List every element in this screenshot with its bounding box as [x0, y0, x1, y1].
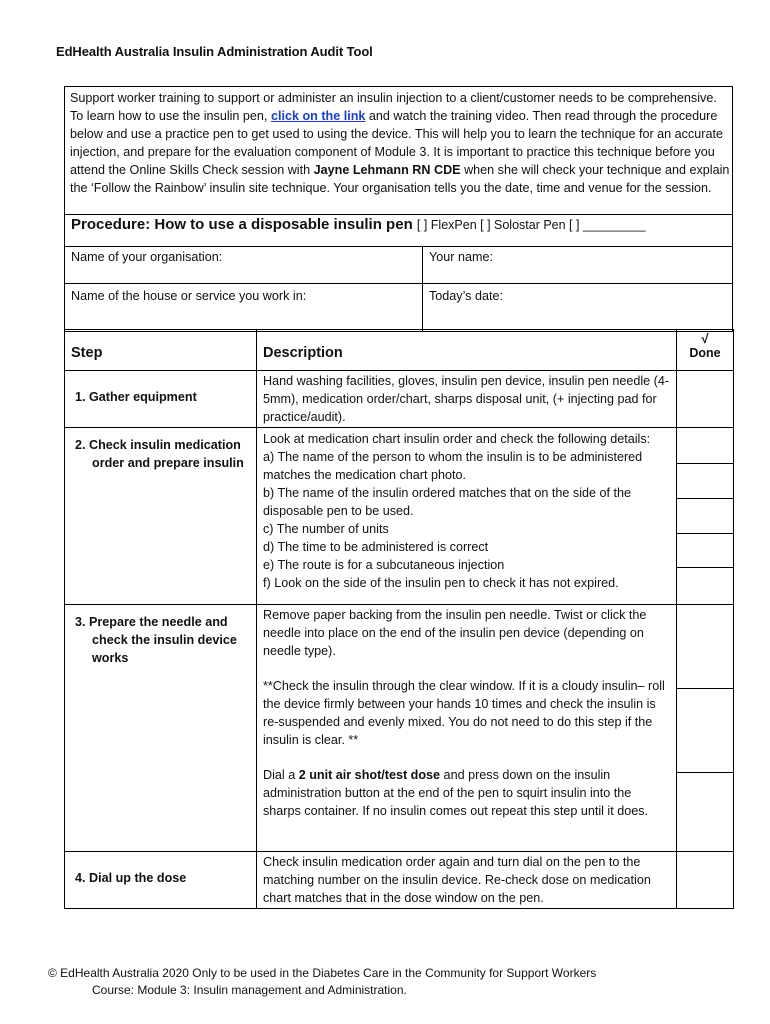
done-checkbox[interactable] — [677, 499, 733, 534]
house-label: Name of the house or service you work in: — [71, 289, 307, 303]
pen-type-options[interactable]: [ ] FlexPen [ ] Solostar Pen [ ] _________ — [416, 218, 646, 232]
done-label: Done — [689, 346, 721, 360]
step-1-done-cell[interactable] — [677, 371, 734, 428]
table-row — [65, 605, 734, 852]
organisation-label: Name of your organisation: — [71, 250, 223, 264]
your-name-label: Your name: — [429, 250, 493, 264]
intro-paragraph — [70, 89, 730, 197]
footer-line-2: Course: Module 3: Insulin management and Administration. — [92, 983, 407, 997]
step-2-name: 2. Check insulin medication order and prepare insulin — [65, 428, 257, 605]
table-row — [65, 428, 734, 605]
done-checkbox[interactable] — [677, 464, 733, 499]
done-checkbox[interactable] — [677, 428, 733, 464]
trainer-name: Jayne Lehmann RN CDE — [313, 163, 461, 177]
step-1-name: 1. Gather equipment — [65, 371, 257, 428]
details-table — [64, 246, 733, 332]
intro-text-2: and watch the training video. Then read through the procedure below and use a practice pen to get used to using the device. This will help you to learn the technique for an accurate injection, and prepare for the evaluation component of Module 3. It is important to practice this technique before you attend the Online Skills Check session with — [70, 109, 723, 177]
step-1-description: Hand washing facilities, gloves, insulin pen device, insulin pen needle (4-5mm), medication order/chart, sharps disposal unit, (+ injecting pad for practice/audit). — [257, 371, 677, 428]
step-3-done-cells — [677, 605, 734, 852]
date-field[interactable] — [423, 284, 733, 332]
intro-text-3: when she will check your technique and explain the ‘Follow the Rainbow’ insulin site technique. Your organisation tells you the date, time and venue for the session. — [70, 163, 730, 195]
table-row — [65, 852, 734, 909]
step-4-description: Check insulin medication order again and turn dial on the pen to the matching number on the insulin device. Re-check dose on medication chart matches that in the dose window on the pen. — [257, 852, 677, 909]
house-field[interactable] — [65, 284, 423, 332]
done-checkbox[interactable] — [677, 534, 733, 568]
footer-line-1: © EdHealth Australia 2020 Only to be used in the Diabetes Care in the Community for Support Workers — [48, 966, 597, 980]
done-column-header — [677, 330, 734, 371]
document-title: EdHealth Australia Insulin Administration Audit Tool — [56, 44, 373, 59]
date-label: Today’s date: — [429, 289, 503, 303]
your-name-field[interactable] — [423, 247, 733, 284]
step-column-header: Step — [65, 330, 257, 371]
step-3-description: Remove paper backing from the insulin pen needle. Twist or click the needle into place on the end of the insulin pen device (depending on needle type). **Check the insulin through the clear window. If it is a cloudy insulin– roll the device firmly between your hands 10 times and check the insulin is re-suspended and evenly mixed. You do not need to do this step if the insulin is clear. ** Dial a 2 unit air shot/test dose and press down on the insulin administration button at the end of the pen to squirt insulin into the sharps container. If no insulin comes out repeat this step until it does. — [257, 605, 677, 852]
step-2-done-cells — [677, 428, 734, 605]
done-checkbox[interactable] — [677, 568, 733, 604]
procedure-heading-row — [64, 214, 733, 247]
checkmark-icon: √ — [701, 331, 709, 346]
procedure-heading: Procedure: How to use a disposable insulin pen — [71, 216, 413, 233]
step-4-done-cell[interactable] — [677, 852, 734, 909]
done-checkbox[interactable] — [677, 689, 733, 773]
procedure-table — [64, 329, 734, 909]
done-checkbox[interactable] — [677, 605, 733, 689]
step-4-name: 4. Dial up the dose — [65, 852, 257, 909]
table-header-row — [65, 330, 734, 371]
organisation-field[interactable] — [65, 247, 423, 284]
description-column-header: Description — [257, 330, 677, 371]
footer — [48, 965, 596, 999]
table-row — [65, 371, 734, 428]
done-checkbox[interactable] — [677, 773, 733, 851]
intro-text-1: Support worker training to support or administer an insulin injection to a client/customer needs to be comprehensive. To learn how to use the insulin pen, — [70, 91, 717, 123]
step-3-name: 3. Prepare the needle and check the insulin device works — [65, 605, 257, 852]
training-video-link[interactable]: click on the link — [270, 109, 366, 123]
step-2-description: Look at medication chart insulin order and check the following details: a) The name of the person to whom the insulin is to be administered matches the medication chart photo. b) The name of the insulin ordered matches that on the side of the disposable pen to be used. c) The number of units d) The time to be administered is correct e) The route is for a subcutaneous injection f) Look on the side of the insulin pen to check it has not expired. — [257, 428, 677, 605]
